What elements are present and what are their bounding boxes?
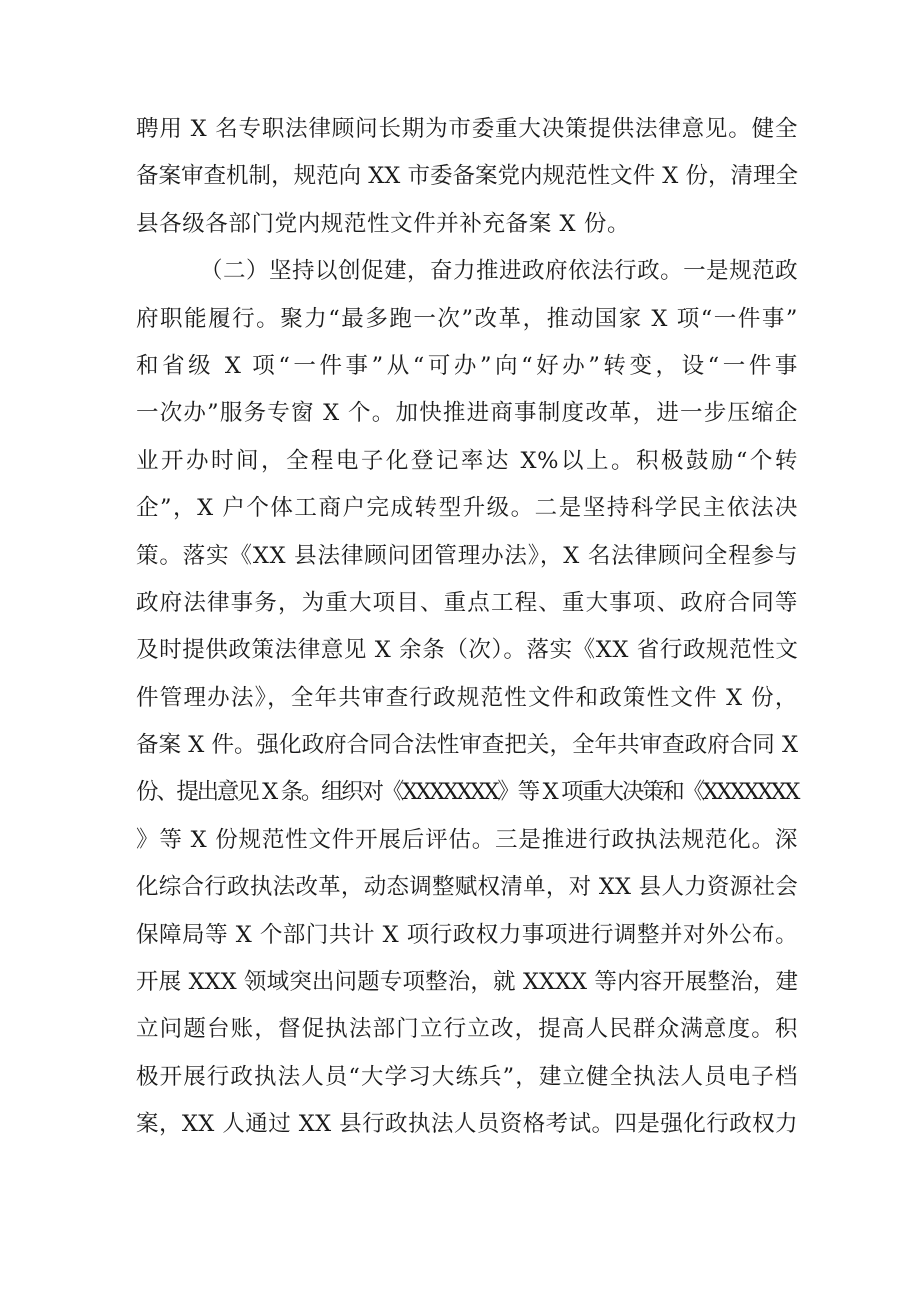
text-line: 备案审查机制，规范向 XX 市委备案党内规范性文件 X 份，清理全 xyxy=(136,163,798,190)
text-line: 府职能履行。聚力“最多跑一次”改革，推动国家 X 项“一件事” xyxy=(136,305,798,332)
text-line: 化综合行政执法改革，动态调整赋权清单，对 XX 县人力资源社会 xyxy=(136,874,798,901)
text-line: 》等 X 份规范性文件开展后评估。三是推进行政执法规范化。深 xyxy=(136,826,798,853)
text-line: 案，XX 人通过 XX 县行政执法人员资格考试。四是强化行政权力 xyxy=(136,1111,798,1138)
section-heading-line: （二）坚持以创促建，奋力推进政府依法行政。一是规范政 xyxy=(200,258,798,285)
text-line: 开展 XXX 领域突出问题专项整治，就 XXXX 等内容开展整治，建 xyxy=(136,969,798,996)
text-line: 备案 X 件。强化政府合同合法性审查把关，全年共审查政府合同 X xyxy=(136,732,798,759)
text-line: 业开办时间，全程电子化登记率达 X%以上。积极鼓励“个转 xyxy=(136,447,798,474)
text-line: 立问题台账，督促执法部门立行立改，提高人民群众满意度。积 xyxy=(136,1016,798,1043)
text-line: 和省级 X 项“一件事”从“可办”向“好办”转变，设“一件事 xyxy=(136,352,798,379)
text-line: 极开展行政执法人员“大学习大练兵”，建立健全执法人员电子档 xyxy=(136,1063,798,1090)
text-line: 保障局等 X 个部门共计 X 项行政权力事项进行调整并对外公布。 xyxy=(136,921,798,948)
text-line: 份、提出意见 X 条。组织对《XXXXXXX》等 X 项重大决策和《XXXXXXX xyxy=(136,779,798,806)
text-line: 策。落实《XX 县法律顾问团管理办法》，X 名法律顾问全程参与 xyxy=(136,542,798,569)
body-text xyxy=(136,106,798,1149)
text-line: 政府法律事务，为重大项目、重点工程、重大事项、政府合同等 xyxy=(136,589,798,616)
text-line: 及时提供政策法律意见 X 余条（次）。落实《XX 省行政规范性文 xyxy=(136,637,799,664)
text-line: 一次办”服务专窗 X 个。加快推进商事制度改革，进一步压缩企 xyxy=(136,400,798,427)
text-line: 聘用 X 名专职法律顾问长期为市委重大决策提供法律意见。健全 xyxy=(136,116,798,142)
text-line: 企”，X 户个体工商户完成转型升级。二是坚持科学民主依法决 xyxy=(136,495,798,522)
text-line: 县各级各部门党内规范性文件并补充备案 X 份。 xyxy=(136,210,631,237)
text-line: 件管理办法》，全年共审查行政规范性文件和政策性文件 X 份， xyxy=(136,684,798,711)
